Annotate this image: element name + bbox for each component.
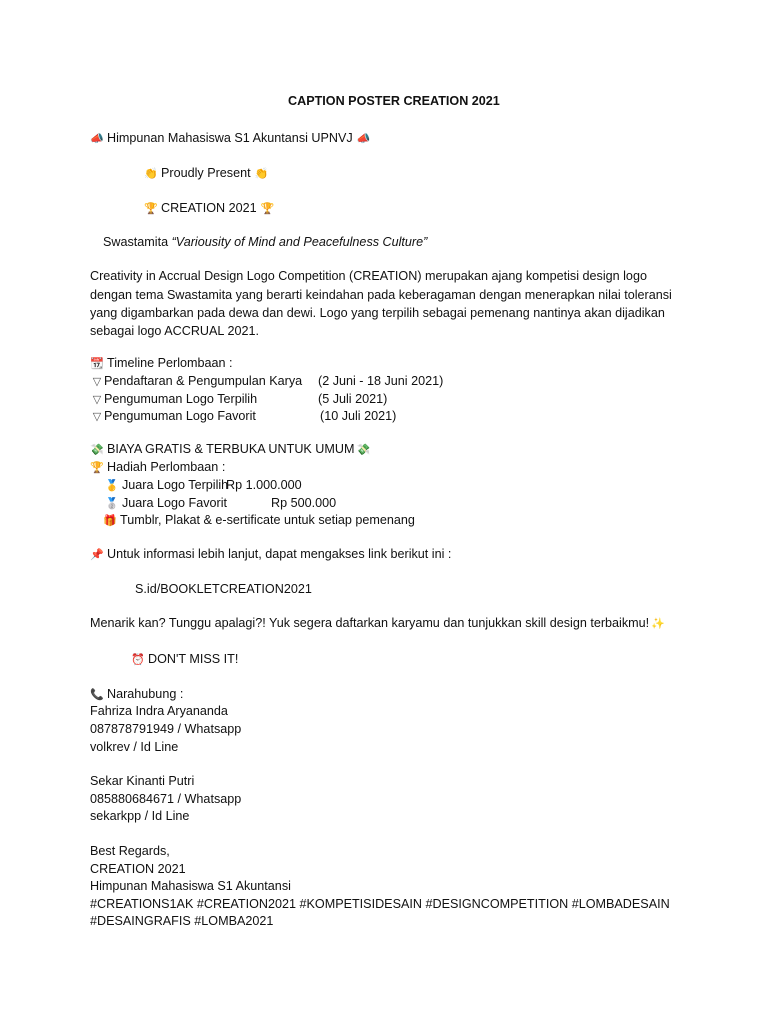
- calendar-icon: 📆: [90, 358, 104, 370]
- organizer-line: [90, 130, 374, 147]
- pushpin-icon: 📌: [90, 549, 104, 561]
- megaphone-icon: 📣: [90, 133, 104, 145]
- regards: Best Regards,: [90, 844, 170, 858]
- medal-icon: 🥇: [105, 480, 119, 492]
- intro-line-2: dengan tema Swastamita yang berarti keindahan pada keberagaman dengan menerapkan nilai toleransi: [90, 288, 672, 302]
- triangle-down-icon: ▽: [92, 376, 102, 388]
- booklet-link[interactable]: S.id/BOOKLETCREATION2021: [135, 582, 312, 596]
- intro-line-3: yang digambarkan pada dewa dan dewi. Logo yang terpilih sebagai pemenang nantinya akan dijadikan: [90, 306, 665, 320]
- closing-org: Himpunan Mahasiswa S1 Akuntansi: [90, 879, 291, 893]
- info-line: 📌 Untuk informasi lebih lanjut, dapat mengakses link berikut ini :: [90, 547, 452, 561]
- prize-item: 🥈 Juara Logo Favorit: [105, 496, 228, 510]
- money-icon: 💸: [90, 444, 104, 456]
- trophy-icon: 🏆: [144, 203, 158, 215]
- cta-line: Menarik kan? Tunggu apalagi?! Yuk segera daftarkan karyamu dan tunjukkan skill design terbaikmu! ✨: [90, 616, 665, 630]
- closing-event: CREATION 2021: [90, 862, 186, 876]
- megaphone-icon: 📣: [356, 133, 371, 145]
- timeline-date: (2 Juni - 18 Juni 2021): [318, 374, 444, 388]
- prize-amount: Rp 500.000: [271, 496, 337, 510]
- organizer-text: Himpunan Mahasiswa S1 Akuntansi UPNVJ: [107, 131, 353, 145]
- contact-heading: 📞 Narahubung :: [90, 687, 184, 701]
- timeline-date: (5 Juli 2021): [318, 392, 388, 406]
- triangle-down-icon: ▽: [92, 394, 102, 406]
- trophy-icon: 🏆: [90, 462, 104, 474]
- contact-line-id: sekarkpp / Id Line: [90, 809, 190, 823]
- contact-line-id: volkrev / Id Line: [90, 740, 179, 754]
- clap-icon: 👏: [144, 168, 158, 180]
- sparkle-icon: ✨: [651, 618, 665, 630]
- timeline-item: ▽ Pendaftaran & Pengumpulan Karya: [90, 373, 302, 390]
- prize-extra: 🎁 Tumblr, Plakat & e-sertificate untuk setiap pemenang: [103, 513, 415, 527]
- page-title: CAPTION POSTER CREATION 2021: [288, 94, 500, 108]
- dont-miss-line: ⏰ DON'T MISS IT!: [131, 652, 239, 666]
- theme-quote: “Variousity of Mind and Peacefulness Culture”: [171, 235, 428, 249]
- intro-line-4: sebagai logo ACCRUAL 2021.: [90, 324, 259, 338]
- timeline-item: ▽ Pengumuman Logo Terpilih: [90, 391, 257, 408]
- contact-name: Sekar Kinanti Putri: [90, 774, 195, 788]
- triangle-down-icon: ▽: [92, 411, 102, 423]
- timeline-heading: 📆 Timeline Perlombaan :: [90, 356, 233, 370]
- contact-whatsapp: 085880684671 / Whatsapp: [90, 792, 242, 806]
- fee-line: 💸 BIAYA GRATIS & TERBUKA UNTUK UMUM 💸: [90, 442, 371, 456]
- clap-icon: 👏: [254, 168, 269, 180]
- trophy-icon: 🏆: [260, 203, 275, 215]
- money-icon: 💸: [356, 444, 371, 456]
- intro-line-1: Creativity in Accrual Design Logo Competition (CREATION) merupakan ajang kompetisi design logo: [90, 269, 647, 283]
- hashtags: #CREATIONS1AK #CREATION2021 #KOMPETISIDESAIN #DESIGNCOMPETITION #LOMBADESAIN: [90, 897, 670, 911]
- alarm-icon: ⏰: [131, 654, 145, 666]
- prize-amount: Rp 1.000.000: [226, 478, 302, 492]
- contact-whatsapp: 087878791949 / Whatsapp: [90, 722, 242, 736]
- theme-label: Swastamita: [103, 235, 169, 249]
- hashtags: #DESAINGRAFIS #LOMBA2021: [90, 914, 274, 928]
- gift-icon: 🎁: [103, 515, 117, 527]
- theme-line: [103, 234, 427, 250]
- prizes-heading: 🏆 Hadiah Perlombaan :: [90, 460, 226, 474]
- medal-icon: 🥈: [105, 498, 119, 510]
- present-line: [144, 165, 272, 182]
- event-line: [144, 200, 278, 217]
- phone-icon: 📞: [90, 689, 104, 701]
- prize-item: 🥇 Juara Logo Terpilih: [105, 478, 229, 492]
- event-text: CREATION 2021: [161, 201, 257, 215]
- present-text: Proudly Present: [161, 166, 251, 180]
- timeline-date: (10 Juli 2021): [320, 409, 397, 423]
- timeline-item: ▽ Pengumuman Logo Favorit: [90, 408, 256, 425]
- contact-name: Fahriza Indra Aryananda: [90, 704, 228, 718]
